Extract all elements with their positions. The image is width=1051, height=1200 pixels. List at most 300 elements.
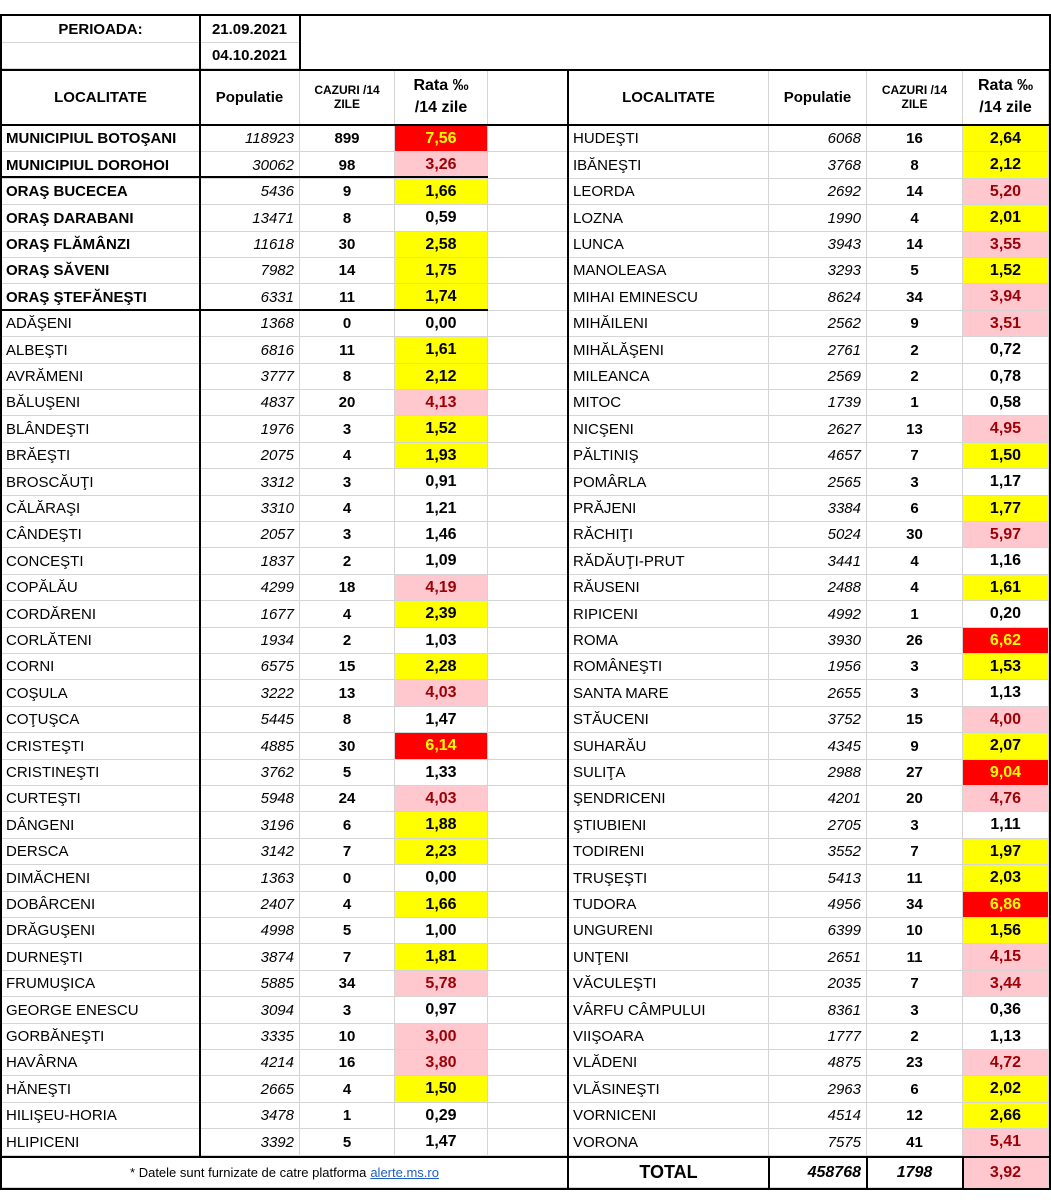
left-locality-name[interactable]: DERSCA — [2, 839, 200, 865]
right-population[interactable]: 2761 — [769, 337, 867, 364]
right-population[interactable]: 2562 — [769, 311, 867, 337]
right-cases[interactable]: 26 — [867, 628, 963, 654]
right-rate[interactable]: 0,78 — [963, 364, 1049, 390]
left-cases[interactable]: 7 — [300, 944, 395, 971]
left-rate[interactable]: 0,00 — [395, 311, 488, 337]
right-locality-name[interactable]: MITOC — [569, 390, 769, 416]
left-population[interactable]: 1363 — [200, 865, 300, 892]
left-locality-name[interactable]: BRĂEŞTI — [2, 443, 200, 469]
right-locality-name[interactable]: VORNICENI — [569, 1103, 769, 1129]
left-rate[interactable]: 6,14 — [395, 733, 488, 760]
left-cases[interactable]: 9 — [300, 179, 395, 205]
right-cases[interactable]: 2 — [867, 337, 963, 364]
right-rate[interactable]: 0,20 — [963, 601, 1049, 628]
left-cases[interactable]: 11 — [300, 284, 395, 311]
right-locality-name[interactable]: PRĂJENI — [569, 496, 769, 522]
left-rate[interactable]: 4,03 — [395, 786, 488, 812]
right-locality-name[interactable]: SULIŢA — [569, 760, 769, 786]
right-locality-name[interactable]: VÂRFU CÂMPULUI — [569, 997, 769, 1024]
left-cases[interactable]: 4 — [300, 601, 395, 628]
right-population[interactable]: 6068 — [769, 126, 867, 152]
right-cases[interactable]: 6 — [867, 1076, 963, 1103]
right-population[interactable]: 2627 — [769, 416, 867, 443]
left-locality-name[interactable]: DÂNGENI — [2, 812, 200, 839]
left-locality-name[interactable]: ADĂŞENI — [2, 311, 200, 337]
right-population[interactable]: 6399 — [769, 918, 867, 944]
left-population[interactable]: 4885 — [200, 733, 300, 760]
right-population[interactable]: 1990 — [769, 205, 867, 232]
left-cases[interactable]: 30 — [300, 733, 395, 760]
left-locality-name[interactable]: DURNEŞTI — [2, 944, 200, 971]
left-rate[interactable]: 1,00 — [395, 918, 488, 944]
left-population[interactable]: 3196 — [200, 812, 300, 839]
left-locality-name[interactable]: CÂNDEŞTI — [2, 522, 200, 548]
left-population[interactable]: 6575 — [200, 654, 300, 680]
left-cases[interactable]: 3 — [300, 522, 395, 548]
right-population[interactable]: 3552 — [769, 839, 867, 865]
right-rate[interactable]: 1,56 — [963, 918, 1049, 944]
left-rate[interactable]: 3,00 — [395, 1024, 488, 1050]
right-population[interactable]: 4345 — [769, 733, 867, 760]
right-locality-name[interactable]: LUNCA — [569, 232, 769, 258]
left-cases[interactable]: 2 — [300, 548, 395, 575]
left-locality-name[interactable]: HLIPICENI — [2, 1129, 200, 1156]
right-rate[interactable]: 4,95 — [963, 416, 1049, 443]
left-rate[interactable]: 1,47 — [395, 1129, 488, 1156]
right-cases[interactable]: 7 — [867, 971, 963, 997]
right-locality-name[interactable]: LOZNA — [569, 205, 769, 232]
right-locality-name[interactable]: RIPICENI — [569, 601, 769, 628]
right-population[interactable]: 2569 — [769, 364, 867, 390]
left-locality-name[interactable]: CURTEŞTI — [2, 786, 200, 812]
right-cases[interactable]: 10 — [867, 918, 963, 944]
left-population[interactable]: 2407 — [200, 892, 300, 918]
left-population[interactable]: 3777 — [200, 364, 300, 390]
right-rate[interactable]: 5,20 — [963, 179, 1049, 205]
left-cases[interactable]: 7 — [300, 839, 395, 865]
right-cases[interactable]: 6 — [867, 496, 963, 522]
right-population[interactable]: 4201 — [769, 786, 867, 812]
left-rate[interactable]: 1,47 — [395, 707, 488, 733]
right-rate[interactable]: 2,66 — [963, 1103, 1049, 1129]
right-population[interactable]: 5413 — [769, 865, 867, 892]
right-cases[interactable]: 4 — [867, 548, 963, 575]
left-rate[interactable]: 2,28 — [395, 654, 488, 680]
right-population[interactable]: 2565 — [769, 469, 867, 496]
right-cases[interactable]: 4 — [867, 205, 963, 232]
left-rate[interactable]: 1,09 — [395, 548, 488, 575]
right-rate[interactable]: 1,97 — [963, 839, 1049, 865]
left-locality-name[interactable]: AVRĂMENI — [2, 364, 200, 390]
left-locality-name[interactable]: CORLĂTENI — [2, 628, 200, 654]
right-locality-name[interactable]: MILEANCA — [569, 364, 769, 390]
left-locality-name[interactable]: COŢUŞCA — [2, 707, 200, 733]
left-cases[interactable]: 899 — [300, 126, 395, 152]
right-rate[interactable]: 0,36 — [963, 997, 1049, 1024]
left-population[interactable]: 5885 — [200, 971, 300, 997]
left-locality-name[interactable]: GEORGE ENESCU — [2, 997, 200, 1024]
right-cases[interactable]: 9 — [867, 311, 963, 337]
right-population[interactable]: 4956 — [769, 892, 867, 918]
right-rate[interactable]: 1,13 — [963, 680, 1049, 707]
left-cases[interactable]: 34 — [300, 971, 395, 997]
right-cases[interactable]: 30 — [867, 522, 963, 548]
left-cases[interactable]: 6 — [300, 812, 395, 839]
left-rate[interactable]: 2,12 — [395, 364, 488, 390]
left-locality-name[interactable]: ORAŞ FLĂMÂNZI — [2, 232, 200, 258]
left-rate[interactable]: 1,66 — [395, 179, 488, 205]
left-locality-name[interactable]: MUNICIPIUL BOTOŞANI — [2, 126, 200, 152]
right-population[interactable]: 3943 — [769, 232, 867, 258]
left-rate[interactable]: 0,91 — [395, 469, 488, 496]
right-locality-name[interactable]: LEORDA — [569, 179, 769, 205]
left-locality-name[interactable]: HĂNEŞTI — [2, 1076, 200, 1103]
right-rate[interactable]: 0,72 — [963, 337, 1049, 364]
right-rate[interactable]: 2,07 — [963, 733, 1049, 760]
right-locality-name[interactable]: UNŢENI — [569, 944, 769, 971]
right-population[interactable]: 8361 — [769, 997, 867, 1024]
right-cases[interactable]: 9 — [867, 733, 963, 760]
right-cases[interactable]: 34 — [867, 892, 963, 918]
right-population[interactable]: 3293 — [769, 258, 867, 284]
right-cases[interactable]: 27 — [867, 760, 963, 786]
right-locality-name[interactable]: MIHĂILENI — [569, 311, 769, 337]
left-locality-name[interactable]: DOBÂRCENI — [2, 892, 200, 918]
right-locality-name[interactable]: TUDORA — [569, 892, 769, 918]
right-population[interactable]: 3930 — [769, 628, 867, 654]
left-population[interactable]: 1976 — [200, 416, 300, 443]
left-population[interactable]: 3142 — [200, 839, 300, 865]
left-cases[interactable]: 24 — [300, 786, 395, 812]
left-locality-name[interactable]: CORNI — [2, 654, 200, 680]
left-cases[interactable]: 5 — [300, 1129, 395, 1156]
right-population[interactable]: 1956 — [769, 654, 867, 680]
right-rate[interactable]: 1,77 — [963, 496, 1049, 522]
left-cases[interactable]: 3 — [300, 997, 395, 1024]
right-population[interactable]: 2692 — [769, 179, 867, 205]
right-rate[interactable]: 4,72 — [963, 1050, 1049, 1076]
left-population[interactable]: 3094 — [200, 997, 300, 1024]
right-population[interactable]: 4657 — [769, 443, 867, 469]
left-cases[interactable]: 8 — [300, 205, 395, 232]
right-cases[interactable]: 14 — [867, 232, 963, 258]
left-cases[interactable]: 16 — [300, 1050, 395, 1076]
right-locality-name[interactable]: VLĂSINEŞTI — [569, 1076, 769, 1103]
right-rate[interactable]: 4,00 — [963, 707, 1049, 733]
right-locality-name[interactable]: MANOLEASA — [569, 258, 769, 284]
left-rate[interactable]: 3,80 — [395, 1050, 488, 1076]
left-population[interactable]: 4214 — [200, 1050, 300, 1076]
left-rate[interactable]: 1,50 — [395, 1076, 488, 1103]
right-cases[interactable]: 3 — [867, 812, 963, 839]
left-locality-name[interactable]: MUNICIPIUL DOROHOI — [2, 152, 200, 179]
right-cases[interactable]: 41 — [867, 1129, 963, 1156]
left-rate[interactable]: 1,88 — [395, 812, 488, 839]
right-locality-name[interactable]: RĂCHIŢI — [569, 522, 769, 548]
left-locality-name[interactable]: ORAŞ BUCECEA — [2, 179, 200, 205]
right-locality-name[interactable]: ŞENDRICENI — [569, 786, 769, 812]
right-locality-name[interactable]: ROMA — [569, 628, 769, 654]
right-locality-name[interactable]: ROMÂNEŞTI — [569, 654, 769, 680]
left-population[interactable]: 5436 — [200, 179, 300, 205]
left-rate[interactable]: 1,75 — [395, 258, 488, 284]
right-rate[interactable]: 3,51 — [963, 311, 1049, 337]
left-rate[interactable]: 0,00 — [395, 865, 488, 892]
right-locality-name[interactable]: ŞTIUBIENI — [569, 812, 769, 839]
left-population[interactable]: 2075 — [200, 443, 300, 469]
left-locality-name[interactable]: BLÂNDEŞTI — [2, 416, 200, 443]
left-population[interactable]: 7982 — [200, 258, 300, 284]
left-population[interactable]: 3874 — [200, 944, 300, 971]
period-start-date[interactable]: 21.09.2021 — [200, 16, 300, 43]
left-locality-name[interactable]: DIMĂCHENI — [2, 865, 200, 892]
right-rate[interactable]: 3,94 — [963, 284, 1049, 311]
left-rate[interactable]: 4,03 — [395, 680, 488, 707]
left-cases[interactable]: 3 — [300, 416, 395, 443]
right-cases[interactable]: 3 — [867, 654, 963, 680]
right-population[interactable]: 3384 — [769, 496, 867, 522]
right-locality-name[interactable]: SUHARĂU — [569, 733, 769, 760]
period-end-date[interactable]: 04.10.2021 — [200, 43, 300, 69]
right-cases[interactable]: 34 — [867, 284, 963, 311]
left-population[interactable]: 4837 — [200, 390, 300, 416]
left-population[interactable]: 3312 — [200, 469, 300, 496]
right-locality-name[interactable]: PĂLTINIŞ — [569, 443, 769, 469]
left-rate[interactable]: 2,39 — [395, 601, 488, 628]
left-population[interactable]: 5445 — [200, 707, 300, 733]
right-rate[interactable]: 4,15 — [963, 944, 1049, 971]
right-rate[interactable]: 3,44 — [963, 971, 1049, 997]
left-cases[interactable]: 4 — [300, 443, 395, 469]
right-population[interactable]: 8624 — [769, 284, 867, 311]
right-population[interactable]: 5024 — [769, 522, 867, 548]
left-population[interactable]: 118923 — [200, 126, 300, 152]
left-cases[interactable]: 18 — [300, 575, 395, 601]
right-population[interactable]: 4875 — [769, 1050, 867, 1076]
left-rate[interactable]: 1,93 — [395, 443, 488, 469]
left-locality-name[interactable]: COŞULA — [2, 680, 200, 707]
left-cases[interactable]: 15 — [300, 654, 395, 680]
right-population[interactable]: 4514 — [769, 1103, 867, 1129]
left-locality-name[interactable]: FRUMUŞICA — [2, 971, 200, 997]
right-rate[interactable]: 6,62 — [963, 628, 1049, 654]
left-locality-name[interactable]: HAVÂRNA — [2, 1050, 200, 1076]
right-cases[interactable]: 3 — [867, 997, 963, 1024]
right-cases[interactable]: 13 — [867, 416, 963, 443]
left-locality-name[interactable]: CORDĂRENI — [2, 601, 200, 628]
left-cases[interactable]: 8 — [300, 364, 395, 390]
left-cases[interactable]: 30 — [300, 232, 395, 258]
left-rate[interactable]: 5,78 — [395, 971, 488, 997]
left-locality-name[interactable]: ALBEŞTI — [2, 337, 200, 364]
left-population[interactable]: 6331 — [200, 284, 300, 311]
right-cases[interactable]: 8 — [867, 152, 963, 179]
left-cases[interactable]: 98 — [300, 152, 395, 179]
right-population[interactable]: 2488 — [769, 575, 867, 601]
left-population[interactable]: 4998 — [200, 918, 300, 944]
right-population[interactable]: 2655 — [769, 680, 867, 707]
left-cases[interactable]: 5 — [300, 760, 395, 786]
right-locality-name[interactable]: MIHAI EMINESCU — [569, 284, 769, 311]
left-cases[interactable]: 8 — [300, 707, 395, 733]
left-rate[interactable]: 1,61 — [395, 337, 488, 364]
right-cases[interactable]: 3 — [867, 469, 963, 496]
left-locality-name[interactable]: ORAŞ DARABANI — [2, 205, 200, 232]
right-rate[interactable]: 1,16 — [963, 548, 1049, 575]
right-cases[interactable]: 20 — [867, 786, 963, 812]
right-population[interactable]: 2705 — [769, 812, 867, 839]
left-cases[interactable]: 4 — [300, 496, 395, 522]
left-locality-name[interactable]: ORAŞ ŞTEFĂNEŞTI — [2, 284, 200, 311]
right-cases[interactable]: 2 — [867, 364, 963, 390]
right-rate[interactable]: 5,41 — [963, 1129, 1049, 1156]
left-locality-name[interactable]: BĂLUŞENI — [2, 390, 200, 416]
source-link[interactable]: alerte.ms.ro — [370, 1165, 439, 1180]
left-rate[interactable]: 4,19 — [395, 575, 488, 601]
left-rate[interactable]: 1,46 — [395, 522, 488, 548]
right-cases[interactable]: 16 — [867, 126, 963, 152]
right-rate[interactable]: 1,61 — [963, 575, 1049, 601]
right-cases[interactable]: 23 — [867, 1050, 963, 1076]
left-population[interactable]: 3392 — [200, 1129, 300, 1156]
right-locality-name[interactable]: TRUŞEŞTI — [569, 865, 769, 892]
left-cases[interactable]: 11 — [300, 337, 395, 364]
right-locality-name[interactable]: VLĂDENI — [569, 1050, 769, 1076]
left-population[interactable]: 5948 — [200, 786, 300, 812]
left-cases[interactable]: 13 — [300, 680, 395, 707]
right-cases[interactable]: 5 — [867, 258, 963, 284]
left-population[interactable]: 1934 — [200, 628, 300, 654]
left-rate[interactable]: 0,29 — [395, 1103, 488, 1129]
left-locality-name[interactable]: CĂLĂRAŞI — [2, 496, 200, 522]
right-cases[interactable]: 14 — [867, 179, 963, 205]
left-rate[interactable]: 0,97 — [395, 997, 488, 1024]
left-locality-name[interactable]: COPĂLĂU — [2, 575, 200, 601]
left-rate[interactable]: 2,23 — [395, 839, 488, 865]
right-locality-name[interactable]: MIHĂLĂŞENI — [569, 337, 769, 364]
right-rate[interactable]: 2,03 — [963, 865, 1049, 892]
right-rate[interactable]: 2,12 — [963, 152, 1049, 179]
right-rate[interactable]: 1,11 — [963, 812, 1049, 839]
left-cases[interactable]: 1 — [300, 1103, 395, 1129]
left-locality-name[interactable]: HILIŞEU-HORIA — [2, 1103, 200, 1129]
right-rate[interactable]: 2,64 — [963, 126, 1049, 152]
left-cases[interactable]: 0 — [300, 311, 395, 337]
left-rate[interactable]: 3,26 — [395, 152, 488, 179]
right-rate[interactable]: 2,01 — [963, 205, 1049, 232]
right-cases[interactable]: 2 — [867, 1024, 963, 1050]
right-locality-name[interactable]: RĂDĂUŢI-PRUT — [569, 548, 769, 575]
right-locality-name[interactable]: VORONA — [569, 1129, 769, 1156]
left-locality-name[interactable]: CRISTINEŞTI — [2, 760, 200, 786]
left-population[interactable]: 1368 — [200, 311, 300, 337]
right-population[interactable]: 3441 — [769, 548, 867, 575]
left-cases[interactable]: 3 — [300, 469, 395, 496]
right-locality-name[interactable]: VĂCULEŞTI — [569, 971, 769, 997]
right-rate[interactable]: 6,86 — [963, 892, 1049, 918]
left-population[interactable]: 3478 — [200, 1103, 300, 1129]
left-cases[interactable]: 4 — [300, 892, 395, 918]
left-population[interactable]: 4299 — [200, 575, 300, 601]
right-rate[interactable]: 2,02 — [963, 1076, 1049, 1103]
right-population[interactable]: 2963 — [769, 1076, 867, 1103]
left-cases[interactable]: 10 — [300, 1024, 395, 1050]
right-rate[interactable]: 1,13 — [963, 1024, 1049, 1050]
right-population[interactable]: 1739 — [769, 390, 867, 416]
right-rate[interactable]: 1,17 — [963, 469, 1049, 496]
left-population[interactable]: 2665 — [200, 1076, 300, 1103]
left-locality-name[interactable]: CRISTEŞTI — [2, 733, 200, 760]
right-rate[interactable]: 1,52 — [963, 258, 1049, 284]
left-locality-name[interactable]: BROSCĂUŢI — [2, 469, 200, 496]
left-rate[interactable]: 0,59 — [395, 205, 488, 232]
right-rate[interactable]: 1,50 — [963, 443, 1049, 469]
right-locality-name[interactable]: RĂUSENI — [569, 575, 769, 601]
right-cases[interactable]: 15 — [867, 707, 963, 733]
right-rate[interactable]: 4,76 — [963, 786, 1049, 812]
right-cases[interactable]: 11 — [867, 944, 963, 971]
right-population[interactable]: 3752 — [769, 707, 867, 733]
right-population[interactable]: 2988 — [769, 760, 867, 786]
left-locality-name[interactable]: GORBĂNEŞTI — [2, 1024, 200, 1050]
right-locality-name[interactable]: VIIŞOARA — [569, 1024, 769, 1050]
left-rate[interactable]: 1,81 — [395, 944, 488, 971]
left-population[interactable]: 3310 — [200, 496, 300, 522]
right-locality-name[interactable]: NICŞENI — [569, 416, 769, 443]
right-cases[interactable]: 12 — [867, 1103, 963, 1129]
right-population[interactable]: 2035 — [769, 971, 867, 997]
left-population[interactable]: 3222 — [200, 680, 300, 707]
right-cases[interactable]: 7 — [867, 839, 963, 865]
right-locality-name[interactable]: UNGURENI — [569, 918, 769, 944]
right-locality-name[interactable]: STĂUCENI — [569, 707, 769, 733]
right-population[interactable]: 7575 — [769, 1129, 867, 1156]
left-population[interactable]: 1677 — [200, 601, 300, 628]
right-cases[interactable]: 7 — [867, 443, 963, 469]
left-locality-name[interactable]: CONCEŞTI — [2, 548, 200, 575]
left-locality-name[interactable]: ORAŞ SĂVENI — [2, 258, 200, 284]
left-rate[interactable]: 4,13 — [395, 390, 488, 416]
left-cases[interactable]: 0 — [300, 865, 395, 892]
left-population[interactable]: 1837 — [200, 548, 300, 575]
right-locality-name[interactable]: TODIRENI — [569, 839, 769, 865]
right-rate[interactable]: 1,53 — [963, 654, 1049, 680]
right-cases[interactable]: 3 — [867, 680, 963, 707]
left-rate[interactable]: 1,33 — [395, 760, 488, 786]
left-population[interactable]: 3762 — [200, 760, 300, 786]
left-rate[interactable]: 1,21 — [395, 496, 488, 522]
right-cases[interactable]: 4 — [867, 575, 963, 601]
right-population[interactable]: 1777 — [769, 1024, 867, 1050]
left-population[interactable]: 30062 — [200, 152, 300, 179]
right-cases[interactable]: 1 — [867, 601, 963, 628]
left-cases[interactable]: 14 — [300, 258, 395, 284]
left-population[interactable]: 6816 — [200, 337, 300, 364]
left-rate[interactable]: 1,52 — [395, 416, 488, 443]
left-cases[interactable]: 20 — [300, 390, 395, 416]
left-population[interactable]: 11618 — [200, 232, 300, 258]
left-rate[interactable]: 1,74 — [395, 284, 488, 311]
left-cases[interactable]: 4 — [300, 1076, 395, 1103]
right-rate[interactable]: 9,04 — [963, 760, 1049, 786]
left-population[interactable]: 3335 — [200, 1024, 300, 1050]
left-cases[interactable]: 2 — [300, 628, 395, 654]
right-population[interactable]: 2651 — [769, 944, 867, 971]
right-rate[interactable]: 0,58 — [963, 390, 1049, 416]
right-rate[interactable]: 5,97 — [963, 522, 1049, 548]
right-locality-name[interactable]: POMÂRLA — [569, 469, 769, 496]
left-rate[interactable]: 1,03 — [395, 628, 488, 654]
